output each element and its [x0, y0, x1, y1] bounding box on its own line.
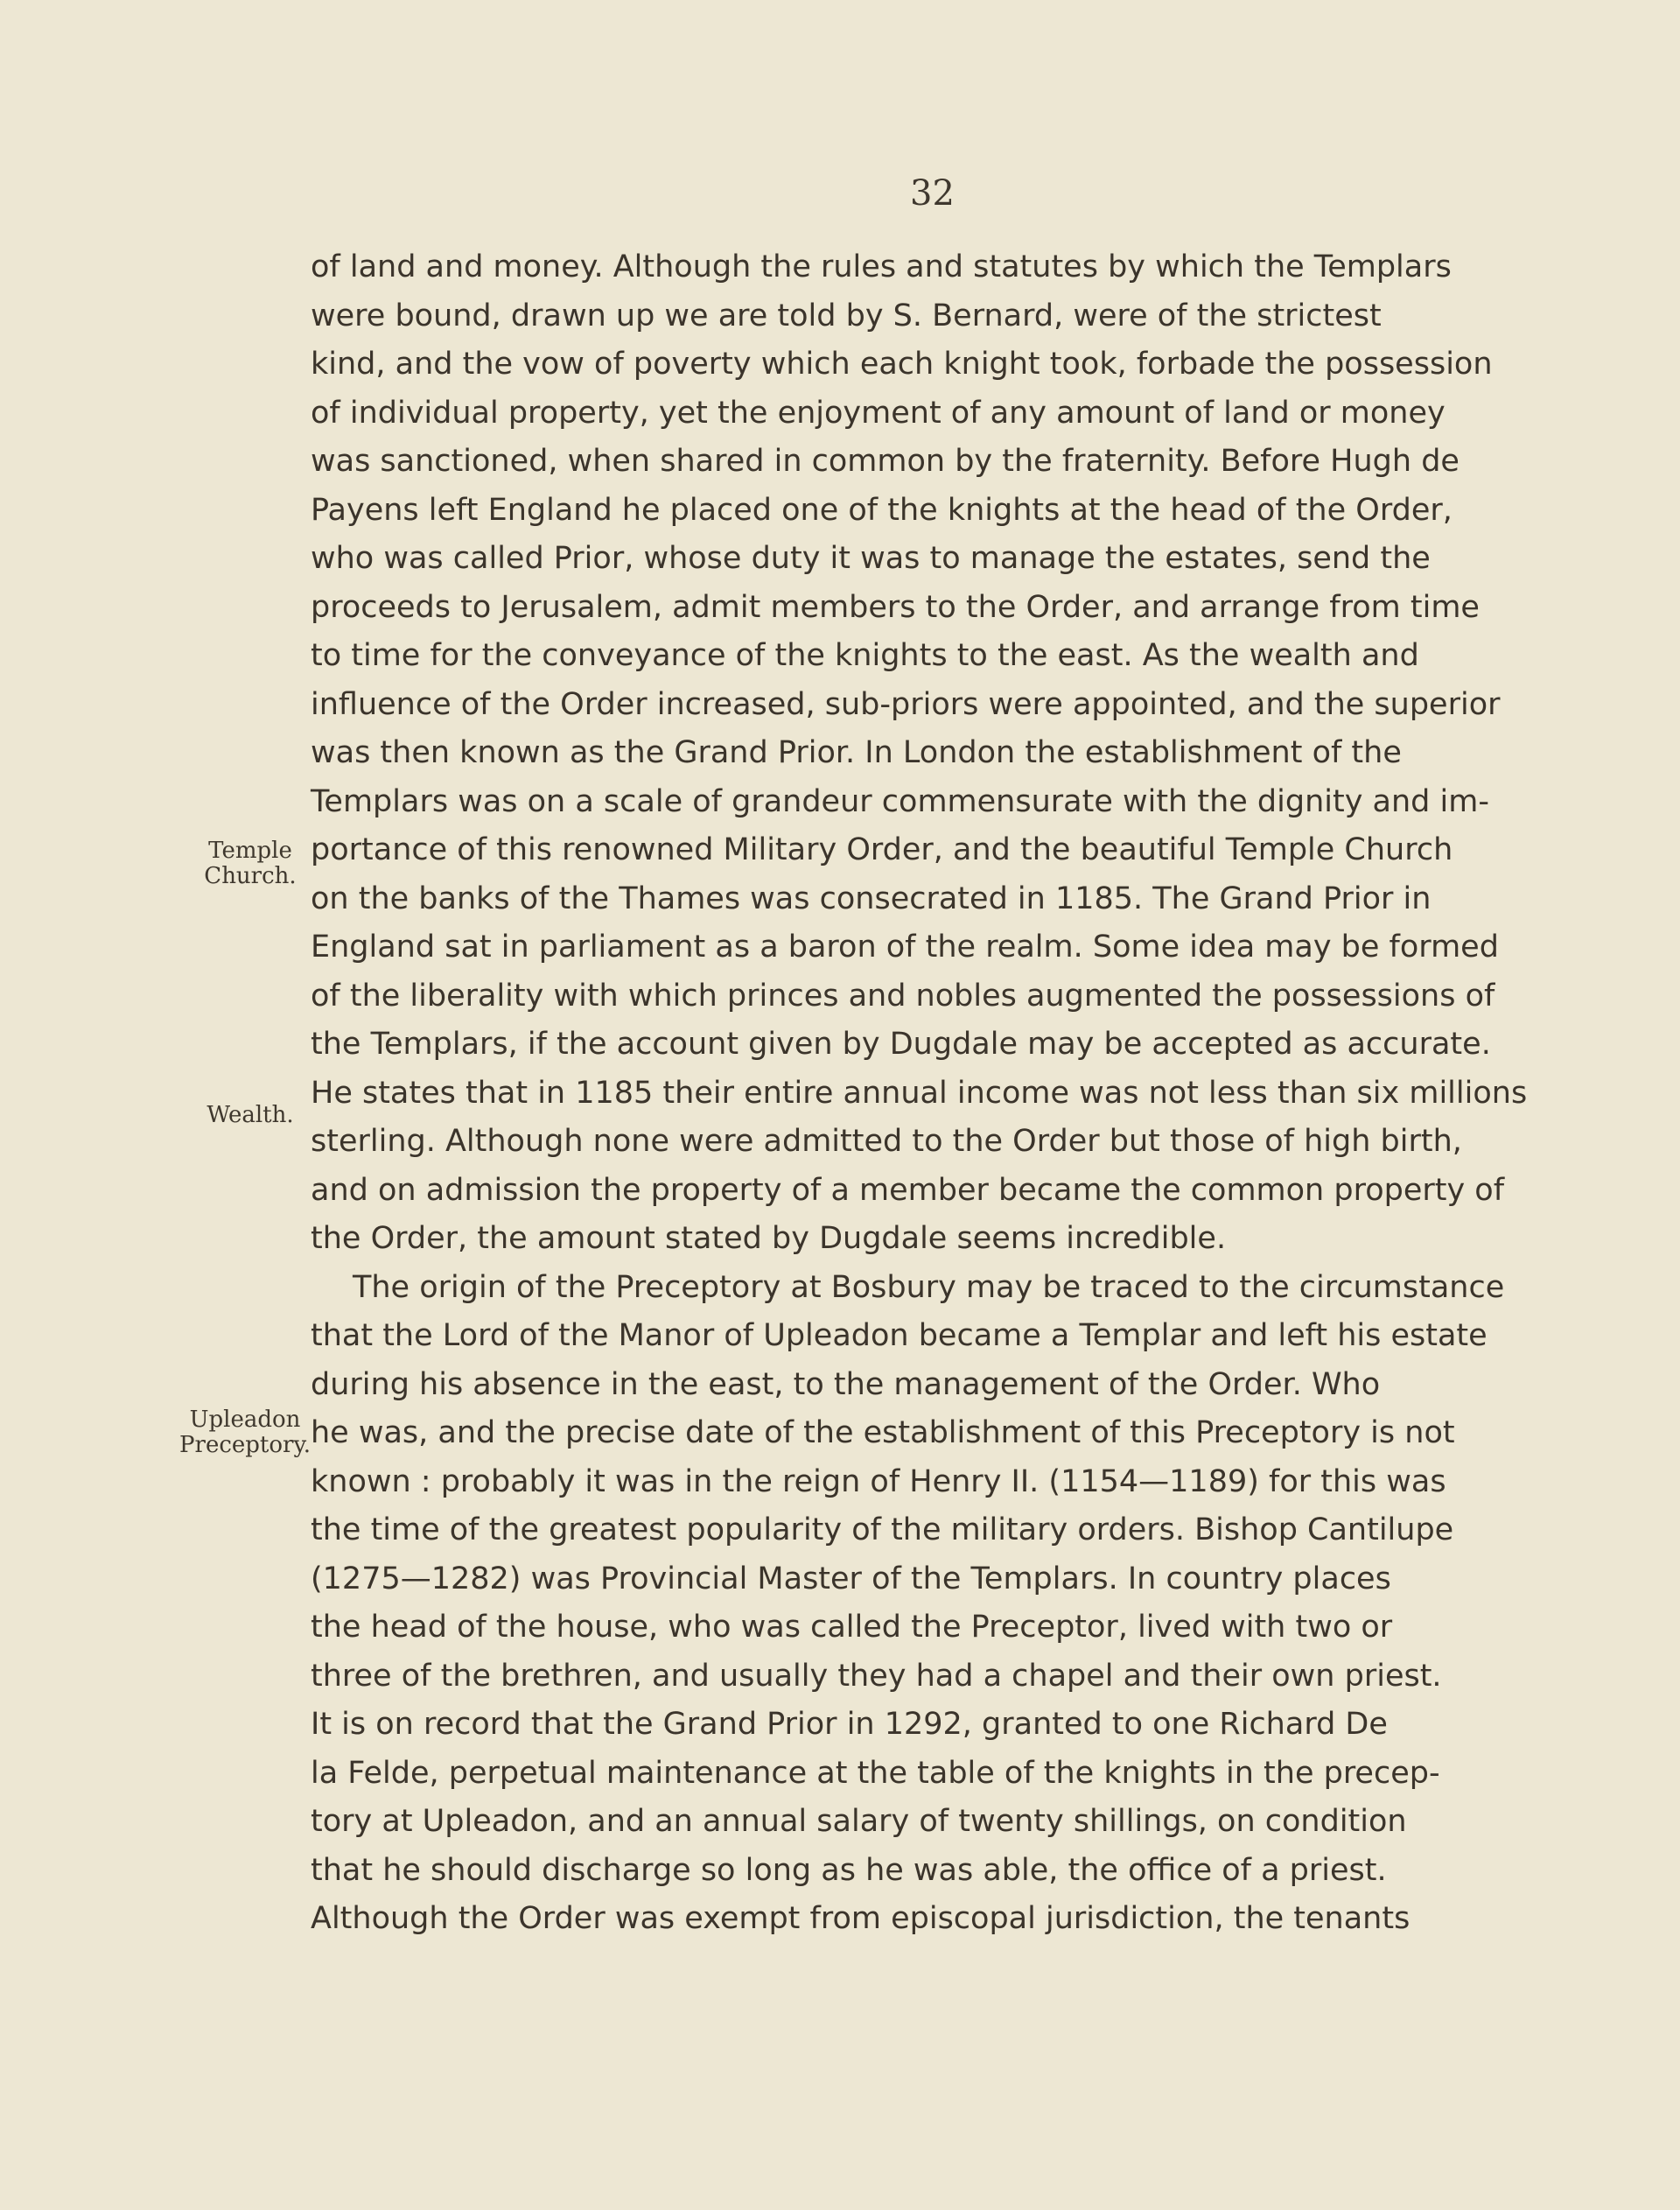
body-line: of individual property, yet the enjoyment of any amount of land or money	[311, 395, 1446, 431]
margin-note-temple-church	[180, 838, 320, 889]
body-line: during his absence in the east, to the management of the Order. Who	[311, 1366, 1381, 1402]
body-line: was sanctioned, when shared in common by the fraternity. Before Hugh de	[311, 444, 1460, 479]
body-line: portance of this renowned Military Order, and the beautiful Temple Church	[311, 832, 1453, 867]
body-line: tory at Upleadon, and an annual salary of twenty shillings, on condition	[311, 1804, 1407, 1839]
body-line: sterling. Although none were admitted to the Order but those of high birth,	[311, 1124, 1462, 1159]
body-line: the Order, the amount stated by Dugdale seems incredible.	[311, 1221, 1227, 1256]
body-line: He states that in 1185 their entire annual income was not less than six millions	[311, 1075, 1528, 1111]
body-line: proceeds to Jerusalem, admit members to the Order, and arrange from time	[311, 589, 1480, 625]
body-line: and on admission the property of a member became the common property of	[311, 1172, 1505, 1208]
body-line: the Templars, if the account given by Dugdale may be accepted as accurate.	[311, 1027, 1491, 1062]
margin-note-line: Upleadon	[189, 1407, 301, 1433]
body-line: were bound, drawn up we are told by S. Bernard, were of the strictest	[311, 298, 1382, 333]
body-line: la Felde, perpetual maintenance at the table of the knights in the precep-	[311, 1755, 1440, 1791]
margin-note-line: Wealth.	[206, 1102, 294, 1128]
body-line: on the banks of the Thames was consecrated in 1185. The Grand Prior in	[311, 880, 1432, 916]
margin-note-line: Preceptory.	[179, 1432, 311, 1458]
margin-note-line: Temple	[208, 838, 292, 864]
margin-note-upleadon-preceptory	[175, 1407, 315, 1458]
body-line: The origin of the Preceptory at Bosbury may be traced to the circumstance	[353, 1269, 1505, 1305]
body-line: that the Lord of the Manor of Upleadon became a Templar and left his estate	[311, 1318, 1488, 1353]
body-line: known : probably it was in the reign of Henry II. (1154—1189) for this was	[311, 1463, 1446, 1499]
body-line: that he should discharge so long as he was able, the office of a priest.	[311, 1852, 1387, 1888]
body-line: kind, and the vow of poverty which each knight took, forbade the possession	[311, 347, 1493, 382]
margin-note-wealth	[180, 1103, 320, 1128]
margin-note-line: Church.	[204, 863, 297, 889]
body-line: three of the brethren, and usually they had a chapel and their own priest.	[311, 1658, 1442, 1694]
body-line: Payens left England he placed one of the knights at the head of the Order,	[311, 492, 1452, 528]
body-line: It is on record that the Grand Prior in 1292, granted to one Richard De	[311, 1707, 1388, 1742]
body-line: the head of the house, who was called the Preceptor, lived with two or	[311, 1610, 1393, 1645]
body-text	[311, 243, 1597, 1944]
body-line: of the liberality with which princes and nobles augmented the possessions of	[311, 978, 1495, 1014]
body-line: England sat in parliament as a baron of the realm. Some idea may be formed	[311, 930, 1499, 965]
body-line: the time of the greatest popularity of the military orders. Bishop Cantilupe	[311, 1512, 1454, 1547]
body-line: was then known as the Grand Prior. In London the establishment of the	[311, 735, 1402, 770]
body-line: who was called Prior, whose duty it was to manage the estates, send the	[311, 541, 1431, 576]
page-number: 32	[910, 173, 955, 214]
body-line: of land and money. Although the rules and statutes by which the Templars	[311, 249, 1452, 284]
body-line: influence of the Order increased, sub-priors were appointed, and the superior	[311, 686, 1501, 722]
body-line: Although the Order was exempt from episcopal jurisdiction, the tenants	[311, 1901, 1410, 1936]
body-line: to time for the conveyance of the knights to the east. As the wealth and	[311, 638, 1419, 673]
body-line: he was, and the precise date of the establishment of this Preceptory is not	[311, 1415, 1455, 1450]
body-line: (1275—1282) was Provincial Master of the Templars. In country places	[311, 1561, 1391, 1596]
body-line: Templars was on a scale of grandeur commensurate with the dignity and im-	[311, 783, 1489, 819]
